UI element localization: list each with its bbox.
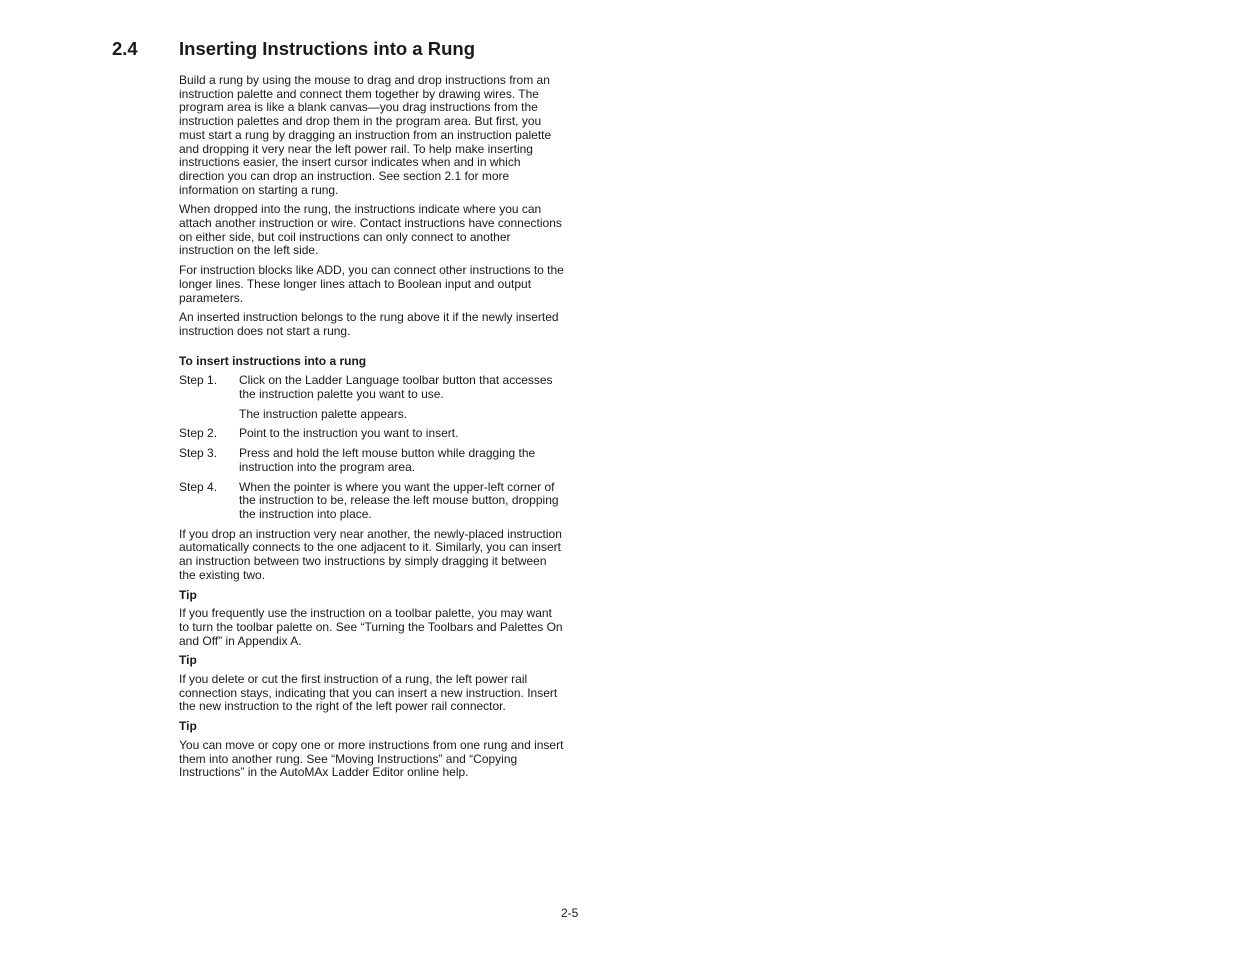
tip-heading: Tip	[179, 587, 197, 602]
step-label: Step 3.	[179, 446, 218, 461]
section-number: 2.4	[112, 38, 138, 59]
procedure-heading: To insert instructions into a rung	[179, 353, 367, 368]
section-title: Inserting Instructions into a Rung	[179, 38, 475, 59]
procedure-step	[179, 447, 565, 474]
body-paragraph: If you drop an instruction very near another, the newly-placed instruction automatically connects to the one adjacent to it. Similarly, you can insert an instruction between two instructions by simply dragging it between the existing two.	[179, 526, 562, 582]
step-label: Step 4.	[179, 479, 218, 494]
tip-heading: Tip	[179, 653, 197, 668]
procedure-step	[179, 374, 565, 421]
step-text: When the pointer is where you want the upper-left corner of the instruction to be, release the left mouse button, dropping the instruction into place.	[239, 479, 559, 521]
body-paragraph: For instruction blocks like ADD, you can connect other instructions to the longer lines. These longer lines attach to Boolean input and output parameters.	[179, 263, 564, 305]
body-paragraph: When dropped into the rung, the instructions indicate where you can attach another instruction or wire. Contact instructions have connections on either side, but coil instructions can only connect to another instruction on the left side.	[179, 202, 562, 258]
step-body	[239, 427, 565, 441]
tip-text: If you frequently use the instruction on a toolbar palette, you may want to turn the toolbar palette on. See “Turning the Toolbars and Palettes On and Off” in Appendix A.	[179, 606, 563, 648]
step-body	[239, 481, 565, 522]
tip-text: You can move or copy one or more instructions from one rung and insert them into another rung. See “Moving Instructions” and “Copying Instructions” in the AutoMAx Ladder Editor online help.	[179, 737, 564, 780]
step-label: Step 2.	[179, 426, 218, 441]
procedure-step	[179, 427, 565, 441]
tip-text: If you delete or cut the first instruction of a rung, the left power rail connection stays, indicating that you can insert a new instruction. Insert the new instruction to the right of the left power rail connector.	[179, 672, 558, 714]
procedure-step	[179, 481, 565, 522]
step-text: Press and hold the left mouse button while dragging the instruction into the program area.	[239, 446, 536, 474]
step-body	[239, 374, 565, 421]
step-label: Step 1.	[179, 373, 218, 388]
step-result: The instruction palette appears.	[239, 406, 408, 421]
step-body	[239, 447, 565, 474]
page-number: 2-5	[561, 906, 579, 920]
step-text: Point to the instruction you want to insert.	[239, 426, 459, 441]
body-paragraph: Build a rung by using the mouse to drag and drop instructions from an instruction palette and connect them together by drawing wires. The program area is like a blank canvas—you drag instructions from the instruction palettes and drop them in the program area. But first, you must start a rung by dragging an instruction from an instruction palette and dropping it very near the left power rail. To help make inserting instructions easier, the insert cursor indicates when and in which direction you can drop an instruction. See section 2.1 for more information on starting a rung.	[179, 73, 552, 197]
tip-heading: Tip	[179, 719, 197, 734]
section-content	[179, 74, 565, 786]
body-paragraph: An inserted instruction belongs to the rung above it if the newly inserted instruction does not start a rung.	[179, 310, 559, 338]
step-text: Click on the Ladder Language toolbar button that accesses the instruction palette you want to use.	[239, 373, 553, 402]
